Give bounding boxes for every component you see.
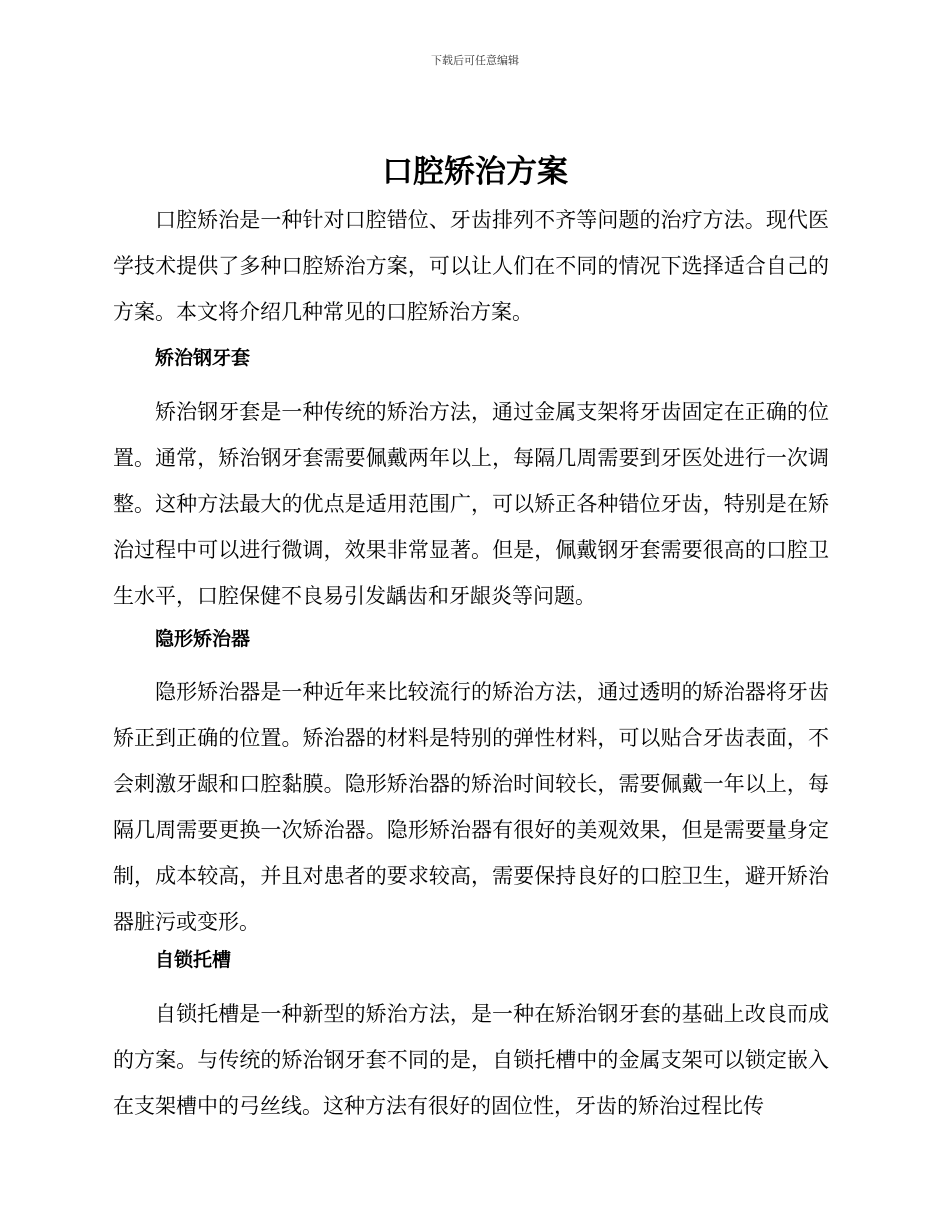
page-title: 口腔矫治方案 <box>382 154 568 190</box>
section-invisible-heading-block <box>113 627 829 651</box>
section-self-ligating-heading-block <box>113 948 829 972</box>
section-paragraph: 隐形矫治器是一种近年来比较流行的矫治方法，通过透明的矫治器将牙齿矫正到正确的位置。矫治器的材料是特别的弹性材料，可以贴合牙齿表面，不会刺激牙龈和口腔黏膜。隐形矫治器的矫治时间较长，需要佩戴一年以上，每隔几周需要更换一次矫治器。隐形矫治器有很好的美观效果，但是需要量身定制，成本较高，并且对患者的要求较高，需要保持良好的口腔卫生，避开矫治器脏污或变形。 <box>113 680 829 934</box>
section-self-ligating-body-block <box>113 991 829 1129</box>
section-heading: 隐形矫治器 <box>155 628 251 650</box>
section-braces-body-block <box>113 389 829 619</box>
page-header-note: 下载后可任意编辑 <box>431 54 519 67</box>
section-invisible-body-block <box>113 669 829 945</box>
section-braces-heading-block <box>113 346 829 370</box>
section-paragraph: 矫治钢牙套是一种传统的矫治方法，通过金属支架将牙齿固定在正确的位置。通常，矫治钢牙套需要佩戴两年以上，每隔几周需要到牙医处进行一次调整。这种方法最大的优点是适用范围广，可以矫正各种错位牙齿，特别是在矫治过程中可以进行微调，效果非常显著。但是，佩戴钢牙套需要很高的口腔卫生水平，口腔保健不良易引发龋齿和牙龈炎等问题。 <box>113 400 829 608</box>
section-paragraph: 自锁托槽是一种新型的矫治方法，是一种在矫治钢牙套的基础上改良而成的方案。与传统的矫治钢牙套不同的是，自锁托槽中的金属支架可以锁定嵌入在支架槽中的弓丝线。这种方法有很好的固位性，牙齿的矫治过程比传 <box>113 1002 829 1118</box>
section-heading: 矫治钢牙套 <box>155 347 251 369</box>
intro-block <box>113 197 829 335</box>
intro-paragraph: 口腔矫治是一种针对口腔错位、牙齿排列不齐等问题的治疗方法。现代医学技术提供了多种口腔矫治方案，可以让人们在不同的情况下选择适合自己的方案。本文将介绍几种常见的口腔矫治方案。 <box>113 208 829 324</box>
section-heading: 自锁托槽 <box>155 949 232 971</box>
